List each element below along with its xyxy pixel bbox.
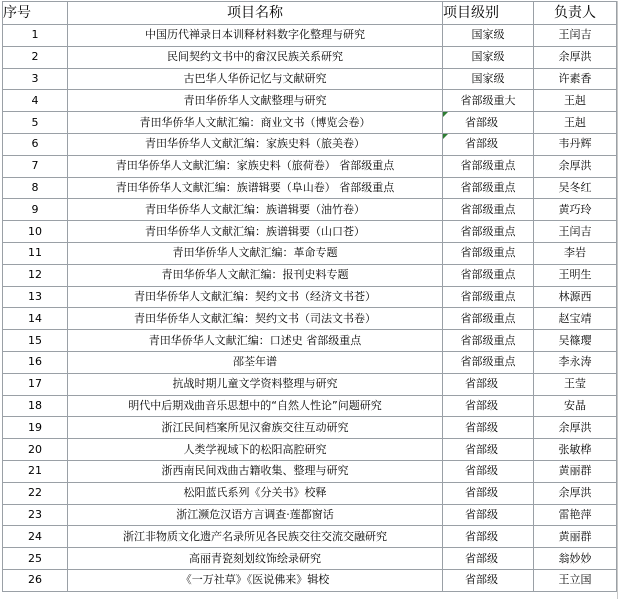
cell-name[interactable]: 邵荃年谱 bbox=[68, 351, 443, 373]
cell-no[interactable]: 16 bbox=[3, 351, 68, 373]
cell-no[interactable]: 11 bbox=[3, 242, 68, 264]
header-row bbox=[3, 2, 617, 25]
table-row bbox=[3, 112, 617, 134]
cell-name[interactable]: 浙江民间档案所见汉畲族交往互动研究 bbox=[68, 417, 443, 439]
table-row bbox=[3, 133, 617, 155]
cell-person[interactable]: 黄丽群 bbox=[534, 526, 617, 548]
cell-person[interactable]: 吴篠璎 bbox=[534, 330, 617, 352]
cell-level[interactable]: 省部级 bbox=[443, 133, 534, 155]
cell-name[interactable]: 浙江濒危汉语方言调查·莲都窗话 bbox=[68, 504, 443, 526]
cell-level[interactable]: 省部级重点 bbox=[443, 242, 534, 264]
cell-name[interactable]: 浙江非物质文化遗产名录所见各民族交往交流交融研究 bbox=[68, 526, 443, 548]
table-row bbox=[3, 308, 617, 330]
cell-no[interactable]: 25 bbox=[3, 548, 68, 570]
sheet-right-edge bbox=[617, 1, 618, 599]
cell-no[interactable]: 23 bbox=[3, 504, 68, 526]
table-row bbox=[3, 482, 617, 504]
cell-level[interactable]: 省部级重点 bbox=[443, 221, 534, 243]
cell-level[interactable]: 省部级重大 bbox=[443, 90, 534, 112]
cell-name[interactable]: 青田华侨华人文献汇编：家族史料（旅美卷） bbox=[68, 133, 443, 155]
cell-person[interactable]: 王莹 bbox=[534, 373, 617, 395]
cell-level[interactable]: 国家级 bbox=[443, 68, 534, 90]
table-row bbox=[3, 439, 617, 461]
cell-level[interactable]: 省部级重点 bbox=[443, 199, 534, 221]
cell-person[interactable]: 吴冬红 bbox=[534, 177, 617, 199]
cell-no[interactable]: 3 bbox=[3, 68, 68, 90]
cell-name[interactable]: 青田华侨华人文献整理与研究 bbox=[68, 90, 443, 112]
cell-person[interactable]: 王闰吉 bbox=[534, 25, 617, 47]
cell-no[interactable]: 26 bbox=[3, 569, 68, 591]
cell-no[interactable]: 5 bbox=[3, 112, 68, 134]
header-level[interactable]: 项目级别 bbox=[443, 2, 534, 25]
cell-name[interactable]: 青田华侨华人文献汇编：族谱辑要（油竹卷） bbox=[68, 199, 443, 221]
table-row bbox=[3, 221, 617, 243]
cell-name[interactable]: 明代中后期戏曲音乐思想中的“自然人性论”问题研究 bbox=[68, 395, 443, 417]
cell-no[interactable]: 14 bbox=[3, 308, 68, 330]
cell-name[interactable]: 青田华侨华人文献汇编：族谱辑要（阜山卷） 省部级重点 bbox=[68, 177, 443, 199]
cell-name[interactable]: 高丽青瓷刻划纹饰绘录研究 bbox=[68, 548, 443, 570]
cell-name[interactable]: 松阳蓝氏系列《分关书》校释 bbox=[68, 482, 443, 504]
cell-person[interactable]: 余厚洪 bbox=[534, 482, 617, 504]
cell-person[interactable]: 余厚洪 bbox=[534, 46, 617, 68]
cell-person[interactable]: 黄丽群 bbox=[534, 460, 617, 482]
table-row bbox=[3, 286, 617, 308]
cell-level[interactable]: 省部级 bbox=[443, 569, 534, 591]
cell-level[interactable]: 省部级 bbox=[443, 417, 534, 439]
cell-level[interactable]: 省部级重点 bbox=[443, 286, 534, 308]
cell-level[interactable]: 省部级重点 bbox=[443, 351, 534, 373]
cell-name[interactable]: 青田华侨华人文献汇编：族谱辑要（山口苍） bbox=[68, 221, 443, 243]
cell-person[interactable]: 安晶 bbox=[534, 395, 617, 417]
cell-no[interactable]: 19 bbox=[3, 417, 68, 439]
cell-no[interactable]: 13 bbox=[3, 286, 68, 308]
cell-name[interactable]: 浙西南民间戏曲古籍收集、整理与研究 bbox=[68, 460, 443, 482]
cell-person[interactable]: 李岩 bbox=[534, 242, 617, 264]
header-no[interactable]: 序号 bbox=[3, 2, 68, 25]
cell-no[interactable]: 6 bbox=[3, 133, 68, 155]
table-row bbox=[3, 330, 617, 352]
table-row bbox=[3, 460, 617, 482]
cell-person[interactable]: 翁妙妙 bbox=[534, 548, 617, 570]
cell-name[interactable]: 青田华侨华人文献汇编：契约文书（经济文书苍） bbox=[68, 286, 443, 308]
cell-no[interactable]: 4 bbox=[3, 90, 68, 112]
table-row bbox=[3, 569, 617, 591]
cell-no[interactable]: 22 bbox=[3, 482, 68, 504]
cell-level[interactable]: 国家级 bbox=[443, 25, 534, 47]
cell-no[interactable]: 8 bbox=[3, 177, 68, 199]
cell-no[interactable]: 15 bbox=[3, 330, 68, 352]
table-row bbox=[3, 395, 617, 417]
cell-name[interactable]: 抗战时期儿童文学资料整理与研究 bbox=[68, 373, 443, 395]
cell-level[interactable]: 国家级 bbox=[443, 46, 534, 68]
cell-person[interactable]: 余厚洪 bbox=[534, 417, 617, 439]
cell-name[interactable]: 古巴华人华侨记忆与文献研究 bbox=[68, 68, 443, 90]
header-name[interactable]: 项目名称 bbox=[68, 2, 443, 25]
cell-no[interactable]: 2 bbox=[3, 46, 68, 68]
table-row bbox=[3, 242, 617, 264]
cell-no[interactable]: 12 bbox=[3, 264, 68, 286]
cell-person[interactable]: 李永涛 bbox=[534, 351, 617, 373]
cell-level[interactable]: 省部级 bbox=[443, 526, 534, 548]
cell-level[interactable]: 省部级 bbox=[443, 504, 534, 526]
cell-name[interactable]: 青田华侨华人文献汇编：口述史 省部级重点 bbox=[68, 330, 443, 352]
cell-person[interactable]: 黄巧玲 bbox=[534, 199, 617, 221]
cell-name[interactable]: 《一万社草》《医说佛来》辑校 bbox=[68, 569, 443, 591]
project-table bbox=[2, 1, 617, 592]
cell-level[interactable]: 省部级 bbox=[443, 460, 534, 482]
cell-person[interactable]: 王明生 bbox=[534, 264, 617, 286]
table-row bbox=[3, 25, 617, 47]
table-row bbox=[3, 155, 617, 177]
cell-name[interactable]: 青田华侨华人文献汇编：报刊史料专题 bbox=[68, 264, 443, 286]
cell-name[interactable]: 中国历代禅录日本训释材料数字化整理与研究 bbox=[68, 25, 443, 47]
cell-level[interactable]: 省部级 bbox=[443, 439, 534, 461]
table-row bbox=[3, 68, 617, 90]
cell-no[interactable]: 1 bbox=[3, 25, 68, 47]
table-row bbox=[3, 548, 617, 570]
cell-person[interactable]: 林源西 bbox=[534, 286, 617, 308]
cell-person[interactable]: 张敏桦 bbox=[534, 439, 617, 461]
cell-level[interactable]: 省部级重点 bbox=[443, 330, 534, 352]
table-row bbox=[3, 351, 617, 373]
table-row bbox=[3, 526, 617, 548]
cell-level[interactable]: 省部级 bbox=[443, 482, 534, 504]
header-person[interactable]: 负责人 bbox=[534, 2, 617, 25]
table-row bbox=[3, 417, 617, 439]
table-row bbox=[3, 46, 617, 68]
cell-level[interactable]: 省部级重点 bbox=[443, 264, 534, 286]
cell-person[interactable]: 雷艳萍 bbox=[534, 504, 617, 526]
cell-person[interactable]: 余厚洪 bbox=[534, 155, 617, 177]
cell-name[interactable]: 青田华侨华人文献汇编：家族史料（旅荷卷） 省部级重点 bbox=[68, 155, 443, 177]
cell-person[interactable]: 赵宝靖 bbox=[534, 308, 617, 330]
cell-name[interactable]: 青田华侨华人文献汇编：契约文书（司法文书卷） bbox=[68, 308, 443, 330]
table-row bbox=[3, 177, 617, 199]
cell-level[interactable]: 省部级重点 bbox=[443, 308, 534, 330]
cell-level[interactable]: 省部级重点 bbox=[443, 155, 534, 177]
cell-no[interactable]: 20 bbox=[3, 439, 68, 461]
cell-no[interactable]: 7 bbox=[3, 155, 68, 177]
cell-level[interactable]: 省部级 bbox=[443, 548, 534, 570]
cell-person[interactable]: 韦丹辉 bbox=[534, 133, 617, 155]
cell-no[interactable]: 21 bbox=[3, 460, 68, 482]
cell-level[interactable]: 省部级重点 bbox=[443, 177, 534, 199]
cell-level[interactable]: 省部级 bbox=[443, 373, 534, 395]
cell-level[interactable]: 省部级 bbox=[443, 112, 534, 134]
cell-name[interactable]: 民间契约文书中的畲汉民族关系研究 bbox=[68, 46, 443, 68]
table-row bbox=[3, 199, 617, 221]
cell-person[interactable]: 王赳 bbox=[534, 112, 617, 134]
cell-no[interactable]: 24 bbox=[3, 526, 68, 548]
cell-person[interactable]: 许素香 bbox=[534, 68, 617, 90]
cell-name[interactable]: 青田华侨华人文献汇编：商业文书（博览会卷） bbox=[68, 112, 443, 134]
cell-name[interactable]: 人类学视域下的松阳高腔研究 bbox=[68, 439, 443, 461]
table-row bbox=[3, 264, 617, 286]
cell-no[interactable]: 18 bbox=[3, 395, 68, 417]
cell-person[interactable]: 王赳 bbox=[534, 90, 617, 112]
cell-level[interactable]: 省部级 bbox=[443, 395, 534, 417]
cell-no[interactable]: 17 bbox=[3, 373, 68, 395]
cell-no[interactable]: 9 bbox=[3, 199, 68, 221]
table-row bbox=[3, 373, 617, 395]
table-row bbox=[3, 504, 617, 526]
cell-person[interactable]: 王闰吉 bbox=[534, 221, 617, 243]
cell-person[interactable]: 王立国 bbox=[534, 569, 617, 591]
cell-no[interactable]: 10 bbox=[3, 221, 68, 243]
table-row bbox=[3, 90, 617, 112]
cell-name[interactable]: 青田华侨华人文献汇编：革命专题 bbox=[68, 242, 443, 264]
